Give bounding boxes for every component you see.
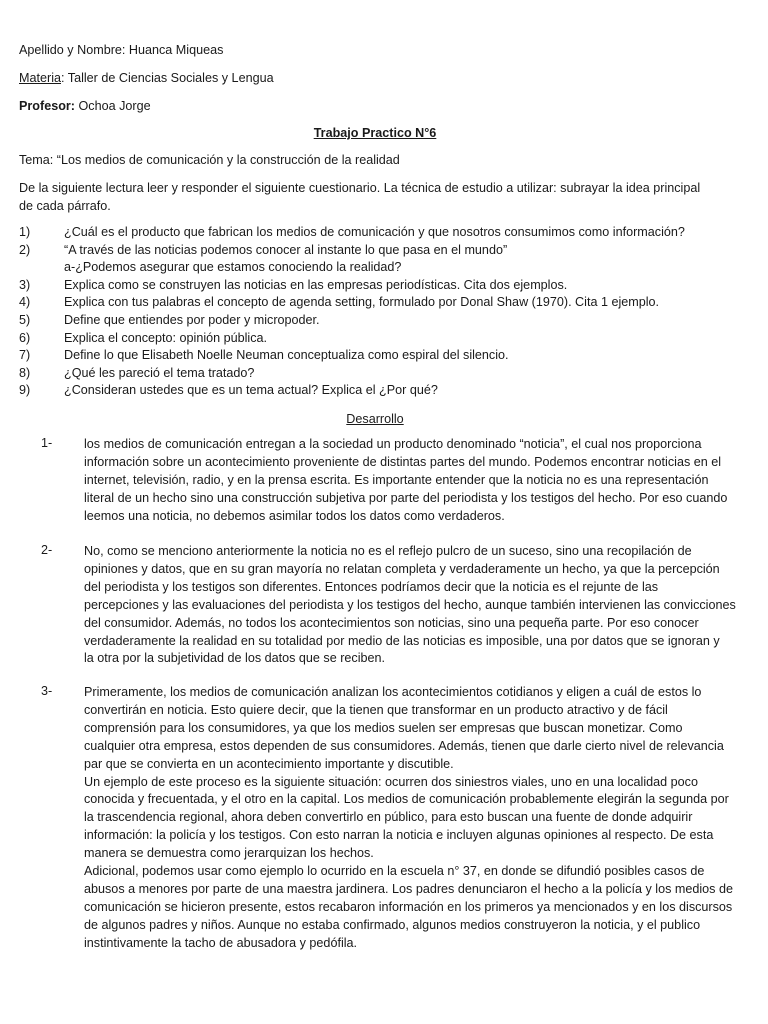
question-text: Explica con tus palabras el concepto de agenda setting, formulado por Donal Shaw (1970). Cita 1 ejemplo. xyxy=(64,295,660,310)
answer-line: cualquier otra empresa, estos dependen de sus consumidores. Además, tienen que darle cierto nivel de relevancia xyxy=(84,738,724,753)
answer-line: verdaderamente la realidad en su totalidad por medio de las noticias es imposible, una por datos que se ignoran y xyxy=(84,633,720,648)
question-item xyxy=(19,347,739,365)
answer-line: internet, televisión, radio, y en la prensa escrita. Es importante entender que la noticia no es una representación xyxy=(84,472,709,487)
answer-line: instintivamente la tacho de abusadora y pedófila. xyxy=(84,935,358,950)
answer-number: 1- xyxy=(41,436,53,450)
question-item xyxy=(19,224,739,242)
answer-line: la otra por la subjetividad de los datos que se reciben. xyxy=(84,651,386,666)
question-item xyxy=(19,242,739,277)
question-number: 7) xyxy=(19,348,31,363)
question-number: 1) xyxy=(19,225,31,239)
answer-line: Un ejemplo de este proceso es la siguiente situación: ocurren dos siniestros viales, uno en una localidad poco xyxy=(84,774,698,789)
question-text: Explica como se construyen las noticias en las empresas periodísticas. Cita dos ejemplos. xyxy=(64,277,568,292)
question-number: 6) xyxy=(19,330,31,345)
question-item xyxy=(19,294,739,312)
answer-line: la trascendencia regional, ahora deben convertirlo en público, para esto buscan una fuente de donde adquirir xyxy=(84,810,693,825)
question-item xyxy=(19,382,739,400)
answer-body xyxy=(84,543,764,668)
answer-line: de algunos padres y niños. Aunque no estaba confirmado, algunos medios construyeron la noticia, y el publico xyxy=(84,917,701,932)
answer-line: Primeramente, los medios de comunicación analizan los acontecimientos cotidianos y eligen a cuál de estos lo xyxy=(84,685,702,699)
answer-line: Adicional, podemos usar como ejemplo lo ocurrido en la escuela n° 37, en donde se difundió posibles casos de xyxy=(84,864,705,879)
answer-line: leemos una noticia, no debemos asimilar todos los datos como verdaderos. xyxy=(84,508,505,523)
document-title: Trabajo Practico N°6 xyxy=(313,126,437,140)
question-number: 9) xyxy=(19,383,31,398)
answer-line: comunicación se hicieron presente, estos recabaron información en los primeros ya mencionados y en los discursos xyxy=(84,899,733,914)
instructions xyxy=(19,179,739,215)
answer-line: par que se convierta en un acontecimiento importante y discutible. xyxy=(84,756,454,771)
answer-number: 2- xyxy=(41,543,53,557)
questions-list xyxy=(19,224,739,400)
answer-body xyxy=(84,436,764,526)
student-name-line xyxy=(19,42,223,59)
question-text: Define que entiendes por poder y micropoder. xyxy=(64,312,320,327)
question-item xyxy=(19,330,739,348)
subject-value: : Taller de Ciencias Sociales y Lengua xyxy=(61,71,274,85)
answer-line: información sobre un acontecimiento proveniente de distintas partes del mundo. Podemos encontrar noticias en el xyxy=(84,454,722,469)
answer-line: información: la policía y los testigos. Con esto narran la noticia e incluyen algunas opiniones al respecto. De esta xyxy=(84,828,714,843)
answer-line: comprensión para los consumidores, ya que los medios suelen ser empresas que buscan monetizar. Como xyxy=(84,720,683,735)
question-text: “A través de las noticias podemos conocer al instante lo que pasa en el mundo” xyxy=(64,242,508,257)
answer-line: del periodista y los testigos son diferentes. Entonces podríamos decir que la noticia es el rejunte de las xyxy=(84,579,659,594)
question-text: ¿Qué les pareció el tema tratado? xyxy=(64,365,255,380)
answer-line: convertirán en noticia. Esto quiere decir, que la tienen que transformar en un producto atractivo y de fácil xyxy=(84,702,668,717)
teacher-value: Ochoa Jorge xyxy=(74,99,151,113)
question-text: ¿Consideran ustedes que es un tema actual? Explica el ¿Por qué? xyxy=(64,383,438,398)
teacher-label: Profesor: xyxy=(19,99,75,113)
subject-line xyxy=(19,70,274,87)
answer-line: percepciones y las evaluaciones del periodista y los testigos del hecho, aunque también intervienen las convicciones xyxy=(84,597,736,612)
question-text: ¿Cuál es el producto que fabrican los medios de comunicación y que nosotros consumimos como información? xyxy=(64,225,685,239)
question-item xyxy=(19,277,739,295)
answer-line: No, como se menciono anteriormente la noticia no es el reflejo pulcro de un suceso, sino una recopilación de xyxy=(84,544,692,558)
question-item xyxy=(19,312,739,330)
topic-line: Tema: “Los medios de comunicación y la construcción de la realidad xyxy=(19,153,400,167)
answer-line: literal de un hecho sino una construcción subjetiva por parte del periodista y los testigos del hecho. Por eso cuando xyxy=(84,490,728,505)
student-name-value: Huanca Miqueas xyxy=(125,43,224,57)
instructions-line: De la siguiente lectura leer y responder el siguiente cuestionario. La técnica de estudio a utilizar: subrayar la idea principal xyxy=(19,181,701,195)
question-number: 2) xyxy=(19,242,31,257)
instructions-line: de cada párrafo. xyxy=(19,199,111,213)
answer-line: conocida y frecuentada, y el otro en la capital. Los medios de comunicación probablemente elegirán la segunda por xyxy=(84,792,729,807)
question-number: 8) xyxy=(19,365,31,380)
question-item xyxy=(19,365,739,383)
question-text: Define lo que Elisabeth Noelle Neuman conceptualiza como espiral del silencio. xyxy=(64,348,509,363)
subject-label: Materia xyxy=(19,71,61,85)
question-number: 4) xyxy=(19,295,31,310)
answer-line: los medios de comunicación entregan a la sociedad un producto denominado “noticia”, el cual nos proporciona xyxy=(84,437,702,451)
answer-line: abusos a menores por parte de una maestra jardinera. Los padres denunciaron el hecho a la policía y los medios de xyxy=(84,881,733,896)
answer-line: manera se demuestra como jerarquizan los hechos. xyxy=(84,846,374,861)
question-subtext: a-¿Podemos asegurar que estamos conociendo la realidad? xyxy=(64,260,402,275)
answer-number: 3- xyxy=(41,684,53,698)
answer-line: del consumidor. Además, no todos los acontecimientos son noticias, sino una pequeña parte. Por eso conocer xyxy=(84,615,699,630)
answer-line: opiniones y datos, que en su gran mayoría no relatan completa y verdaderamente un hecho, ya que la percepción xyxy=(84,561,720,576)
question-number: 3) xyxy=(19,277,31,292)
teacher-line xyxy=(19,98,151,115)
answer-body xyxy=(84,684,764,953)
question-number: 5) xyxy=(19,312,31,327)
question-text: Explica el concepto: opinión pública. xyxy=(64,330,268,345)
section-title: Desarrollo xyxy=(346,412,404,426)
student-name-label: Apellido y Nombre: xyxy=(19,43,126,57)
